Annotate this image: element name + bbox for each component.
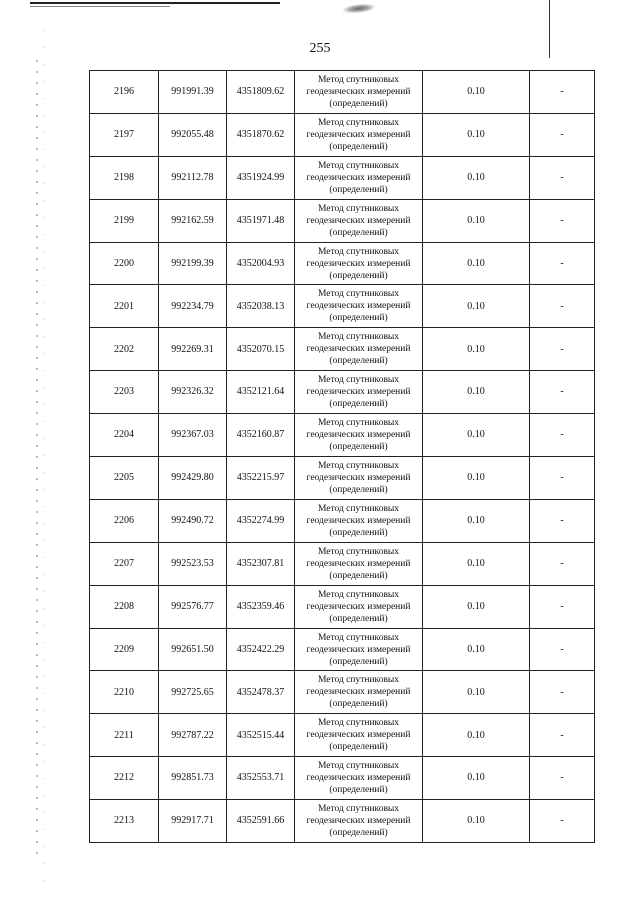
table-row xyxy=(90,156,595,199)
method-line: геодезических измерений xyxy=(306,644,411,655)
method-cell xyxy=(295,457,423,500)
x-coordinate-cell: 992199.39 xyxy=(159,242,227,285)
accuracy-cell: 0.10 xyxy=(423,714,530,757)
y-coordinate-cell: 4351924.99 xyxy=(227,156,295,199)
note-cell: - xyxy=(530,242,595,285)
note-cell: - xyxy=(530,156,595,199)
note-cell: - xyxy=(530,457,595,500)
y-coordinate-cell: 4352121.64 xyxy=(227,371,295,414)
accuracy-cell: 0.10 xyxy=(423,800,530,843)
method-line: геодезических измерений xyxy=(306,472,411,483)
method-line: геодезических измерений xyxy=(306,129,411,140)
method-line: (определений) xyxy=(329,313,388,324)
method-line: Метод спутниковых xyxy=(317,761,400,772)
point-number-cell: 2197 xyxy=(90,113,159,156)
coordinates-table xyxy=(89,70,595,843)
method-line: геодезических измерений xyxy=(306,730,411,741)
method-line: Метод спутниковых xyxy=(317,804,400,815)
note-cell: - xyxy=(530,285,595,328)
method-cell xyxy=(295,328,423,371)
point-number-cell: 2208 xyxy=(90,585,159,628)
method-line: геодезических измерений xyxy=(306,172,411,183)
method-line: (определений) xyxy=(329,98,388,109)
note-cell: - xyxy=(530,714,595,757)
note-cell: - xyxy=(530,585,595,628)
method-line: геодезических измерений xyxy=(306,344,411,355)
x-coordinate-cell: 992055.48 xyxy=(159,113,227,156)
method-cell xyxy=(295,800,423,843)
method-cell xyxy=(295,585,423,628)
y-coordinate-cell: 4352307.81 xyxy=(227,542,295,585)
method-cell xyxy=(295,628,423,671)
y-coordinate-cell: 4352004.93 xyxy=(227,242,295,285)
method-line: (определений) xyxy=(329,828,388,839)
table-row xyxy=(90,714,595,757)
point-number-cell: 2209 xyxy=(90,628,159,671)
method-line: (определений) xyxy=(329,227,388,238)
y-coordinate-cell: 4352274.99 xyxy=(227,499,295,542)
y-coordinate-cell: 4352160.87 xyxy=(227,414,295,457)
table-row xyxy=(90,285,595,328)
page-number: 255 xyxy=(309,41,331,56)
table-row xyxy=(90,71,595,114)
point-number-cell: 2212 xyxy=(90,757,159,800)
method-line: Метод спутниковых xyxy=(317,375,400,386)
method-line: (определений) xyxy=(329,742,388,753)
x-coordinate-cell: 992429.80 xyxy=(159,457,227,500)
accuracy-cell: 0.10 xyxy=(423,499,530,542)
accuracy-cell: 0.10 xyxy=(423,628,530,671)
table-row xyxy=(90,585,595,628)
point-number-cell: 2203 xyxy=(90,371,159,414)
method-cell xyxy=(295,71,423,114)
note-cell: - xyxy=(530,671,595,714)
y-coordinate-cell: 4352553.71 xyxy=(227,757,295,800)
method-line: (определений) xyxy=(329,527,388,538)
point-number-cell: 2202 xyxy=(90,328,159,371)
table-row xyxy=(90,371,595,414)
method-line: Метод спутниковых xyxy=(317,160,400,171)
method-line: геодезических измерений xyxy=(306,515,411,526)
method-cell xyxy=(295,156,423,199)
accuracy-cell: 0.10 xyxy=(423,757,530,800)
method-line: геодезических измерений xyxy=(306,558,411,569)
table-row xyxy=(90,414,595,457)
table-row xyxy=(90,242,595,285)
point-number-cell: 2201 xyxy=(90,285,159,328)
note-cell: - xyxy=(530,757,595,800)
scan-artifact-margin xyxy=(44,30,45,890)
note-cell: - xyxy=(530,113,595,156)
x-coordinate-cell: 992576.77 xyxy=(159,585,227,628)
method-line: Метод спутниковых xyxy=(317,203,400,214)
method-line: (определений) xyxy=(329,613,388,624)
point-number-cell: 2199 xyxy=(90,199,159,242)
accuracy-cell: 0.10 xyxy=(423,113,530,156)
method-line: Метод спутниковых xyxy=(317,718,400,729)
y-coordinate-cell: 4351870.62 xyxy=(227,113,295,156)
y-coordinate-cell: 4352422.29 xyxy=(227,628,295,671)
scan-artifact-line xyxy=(30,2,280,4)
x-coordinate-cell: 992112.78 xyxy=(159,156,227,199)
point-number-cell: 2211 xyxy=(90,714,159,757)
method-line: Метод спутниковых xyxy=(317,74,400,85)
scan-artifact-margin xyxy=(36,60,38,860)
method-line: Метод спутниковых xyxy=(317,117,400,128)
method-cell xyxy=(295,542,423,585)
table-row xyxy=(90,328,595,371)
y-coordinate-cell: 4352070.15 xyxy=(227,328,295,371)
method-line: (определений) xyxy=(329,656,388,667)
method-line: геодезических измерений xyxy=(306,816,411,827)
point-number-cell: 2210 xyxy=(90,671,159,714)
method-cell xyxy=(295,714,423,757)
accuracy-cell: 0.10 xyxy=(423,542,530,585)
point-number-cell: 2205 xyxy=(90,457,159,500)
method-line: Метод спутниковых xyxy=(317,632,400,643)
y-coordinate-cell: 4351809.62 xyxy=(227,71,295,114)
x-coordinate-cell: 992523.53 xyxy=(159,542,227,585)
x-coordinate-cell: 992651.50 xyxy=(159,628,227,671)
note-cell: - xyxy=(530,71,595,114)
method-cell xyxy=(295,671,423,714)
point-number-cell: 2198 xyxy=(90,156,159,199)
method-line: геодезических измерений xyxy=(306,86,411,97)
x-coordinate-cell: 992234.79 xyxy=(159,285,227,328)
y-coordinate-cell: 4351971.48 xyxy=(227,199,295,242)
method-line: (определений) xyxy=(329,141,388,152)
method-line: (определений) xyxy=(329,442,388,453)
method-line: Метод спутниковых xyxy=(317,460,400,471)
x-coordinate-cell: 992851.73 xyxy=(159,757,227,800)
table-row xyxy=(90,542,595,585)
method-cell xyxy=(295,113,423,156)
x-coordinate-cell: 992162.59 xyxy=(159,199,227,242)
method-line: геодезических измерений xyxy=(306,687,411,698)
accuracy-cell: 0.10 xyxy=(423,457,530,500)
x-coordinate-cell: 991991.39 xyxy=(159,71,227,114)
method-line: Метод спутниковых xyxy=(317,675,400,686)
y-coordinate-cell: 4352591.66 xyxy=(227,800,295,843)
table-row xyxy=(90,671,595,714)
accuracy-cell: 0.10 xyxy=(423,371,530,414)
accuracy-cell: 0.10 xyxy=(423,156,530,199)
method-line: (определений) xyxy=(329,699,388,710)
table-row xyxy=(90,800,595,843)
x-coordinate-cell: 992367.03 xyxy=(159,414,227,457)
method-cell xyxy=(295,757,423,800)
note-cell: - xyxy=(530,542,595,585)
method-line: (определений) xyxy=(329,356,388,367)
method-line: Метод спутниковых xyxy=(317,503,400,514)
method-line: Метод спутниковых xyxy=(317,332,400,343)
table-row xyxy=(90,628,595,671)
method-line: (определений) xyxy=(329,484,388,495)
x-coordinate-cell: 992326.32 xyxy=(159,371,227,414)
method-line: Метод спутниковых xyxy=(317,589,400,600)
accuracy-cell: 0.10 xyxy=(423,414,530,457)
method-line: геодезических измерений xyxy=(306,773,411,784)
x-coordinate-cell: 992787.22 xyxy=(159,714,227,757)
note-cell: - xyxy=(530,199,595,242)
note-cell: - xyxy=(530,628,595,671)
method-line: (определений) xyxy=(329,785,388,796)
point-number-cell: 2206 xyxy=(90,499,159,542)
scan-artifact-line xyxy=(30,6,170,7)
method-cell xyxy=(295,199,423,242)
accuracy-cell: 0.10 xyxy=(423,285,530,328)
point-number-cell: 2213 xyxy=(90,800,159,843)
scan-artifact-smudge xyxy=(342,2,377,15)
note-cell: - xyxy=(530,328,595,371)
method-line: геодезических измерений xyxy=(306,215,411,226)
method-cell xyxy=(295,414,423,457)
point-number-cell: 2196 xyxy=(90,71,159,114)
table-row xyxy=(90,757,595,800)
method-line: геодезических измерений xyxy=(306,430,411,441)
y-coordinate-cell: 4352038.13 xyxy=(227,285,295,328)
method-line: Метод спутниковых xyxy=(317,246,400,257)
accuracy-cell: 0.10 xyxy=(423,585,530,628)
accuracy-cell: 0.10 xyxy=(423,199,530,242)
point-number-cell: 2204 xyxy=(90,414,159,457)
method-line: геодезических измерений xyxy=(306,601,411,612)
y-coordinate-cell: 4352215.97 xyxy=(227,457,295,500)
accuracy-cell: 0.10 xyxy=(423,242,530,285)
table-row xyxy=(90,199,595,242)
x-coordinate-cell: 992269.31 xyxy=(159,328,227,371)
note-cell: - xyxy=(530,414,595,457)
method-line: Метод спутниковых xyxy=(317,289,400,300)
method-cell xyxy=(295,499,423,542)
table-row xyxy=(90,499,595,542)
note-cell: - xyxy=(530,499,595,542)
note-cell: - xyxy=(530,800,595,843)
method-cell xyxy=(295,371,423,414)
method-line: геодезических измерений xyxy=(306,387,411,398)
point-number-cell: 2207 xyxy=(90,542,159,585)
table-row xyxy=(90,457,595,500)
method-line: геодезических измерений xyxy=(306,301,411,312)
method-line: геодезических измерений xyxy=(306,258,411,269)
method-cell xyxy=(295,242,423,285)
method-line: (определений) xyxy=(329,184,388,195)
x-coordinate-cell: 992725.65 xyxy=(159,671,227,714)
point-number-cell: 2200 xyxy=(90,242,159,285)
method-line: (определений) xyxy=(329,570,388,581)
method-line: (определений) xyxy=(329,270,388,281)
note-cell: - xyxy=(530,371,595,414)
accuracy-cell: 0.10 xyxy=(423,671,530,714)
table-row xyxy=(90,113,595,156)
y-coordinate-cell: 4352515.44 xyxy=(227,714,295,757)
y-coordinate-cell: 4352478.37 xyxy=(227,671,295,714)
accuracy-cell: 0.10 xyxy=(423,71,530,114)
method-line: (определений) xyxy=(329,399,388,410)
accuracy-cell: 0.10 xyxy=(423,328,530,371)
method-line: Метод спутниковых xyxy=(317,546,400,557)
x-coordinate-cell: 992490.72 xyxy=(159,499,227,542)
method-line: Метод спутниковых xyxy=(317,418,400,429)
method-cell xyxy=(295,285,423,328)
x-coordinate-cell: 992917.71 xyxy=(159,800,227,843)
y-coordinate-cell: 4352359.46 xyxy=(227,585,295,628)
